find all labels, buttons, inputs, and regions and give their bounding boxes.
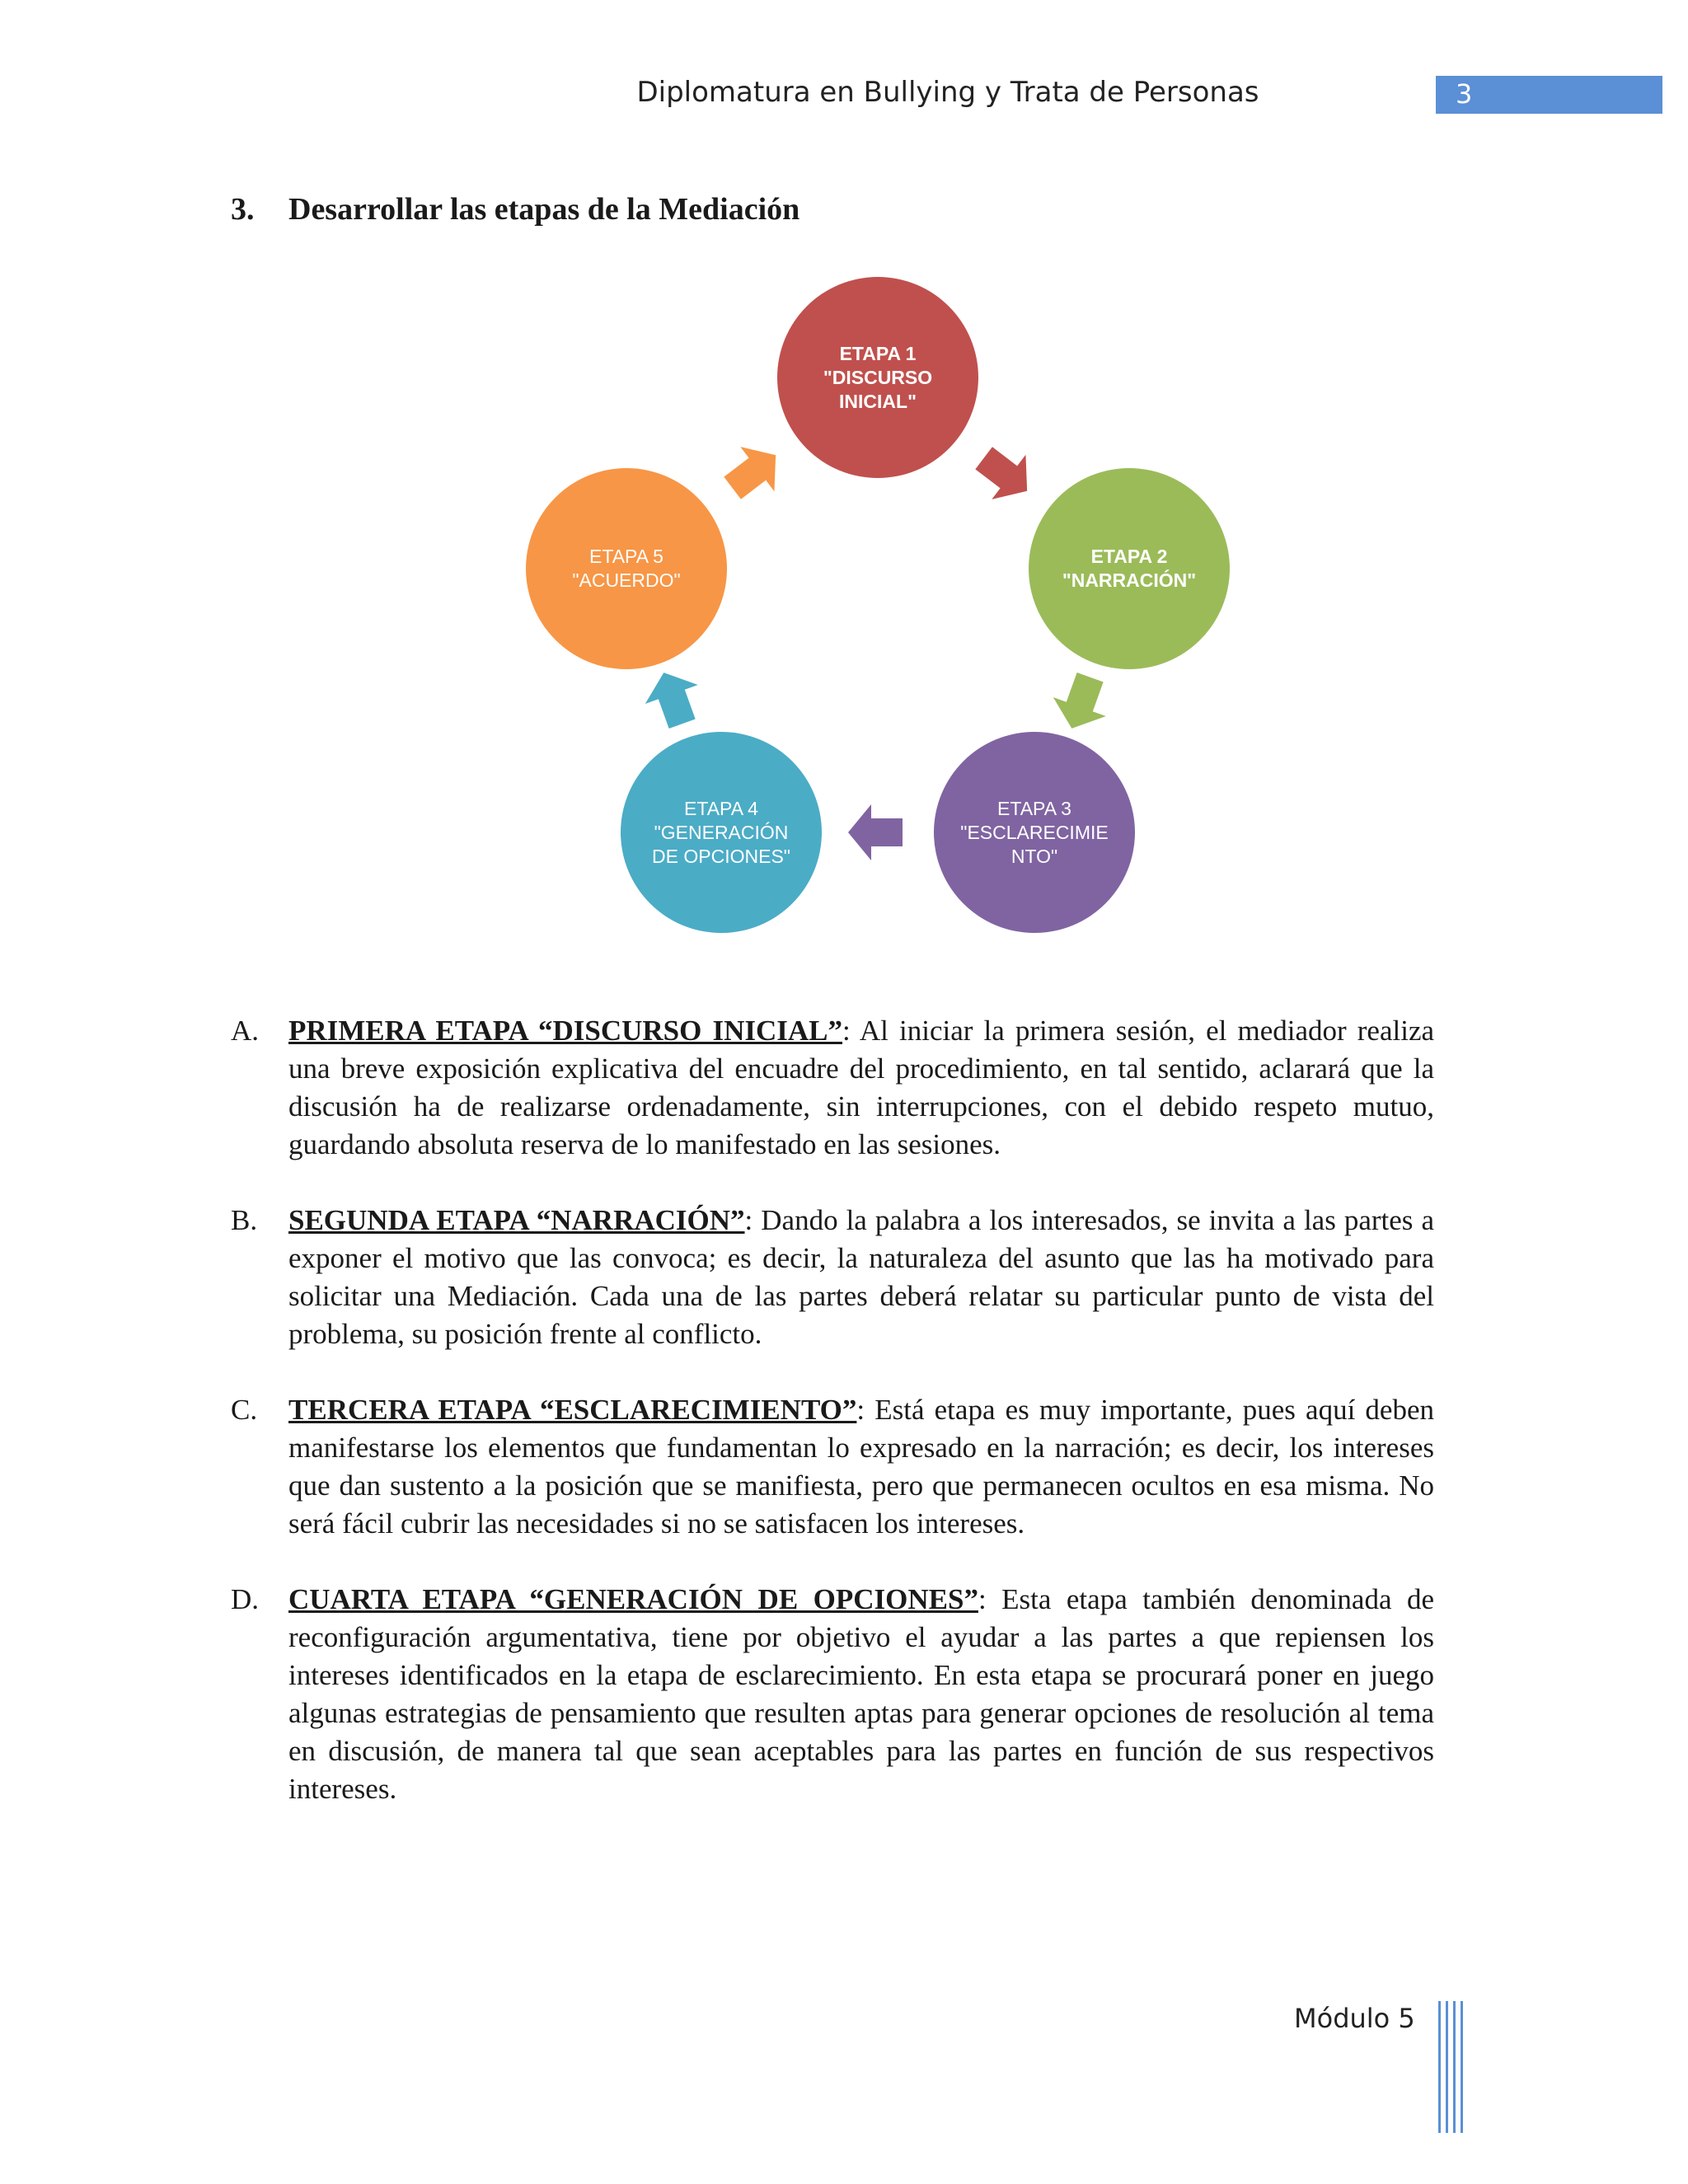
stage-2-circle — [1029, 468, 1230, 669]
page-number-badge: 3 — [1436, 76, 1662, 114]
stage-description-item — [231, 1202, 1434, 1353]
stage-4-circle — [621, 732, 822, 933]
section-title: Desarrollar las etapas de la Mediación — [288, 192, 800, 227]
stage-1-label-line: "DISCURSO — [823, 366, 933, 388]
item-letter: D. — [231, 1583, 260, 1615]
item-text: : Esta etapa también denominada de reconfiguración argumentativa, tiene por objetivo el ayudar a las partes a que repiensen los intereses identificados en la etapa de esclarecimiento. En esta etapa se procurará poner en juego algunas estrategias de pensamiento que resulten aptas para generar opciones de resolución al tema en discusión, de manera tal que sean aceptables para las partes en función de sus respectivos intereses. — [288, 1583, 1434, 1805]
stage-1-circle — [777, 277, 978, 478]
stage-3-label-line: NTO" — [1010, 845, 1058, 867]
stages-list — [231, 1012, 1434, 1846]
arrow-stage-4-to-5 — [637, 663, 708, 733]
stage-5-label-line: ETAPA 5 — [589, 546, 663, 567]
stage-5-label-line: "ACUERDO" — [572, 569, 681, 591]
stage-3-label-line: "ESCLARECIMIE — [960, 821, 1109, 843]
item-title: PRIMERA ETAPA “DISCURSO INICIAL” — [288, 1015, 842, 1047]
item-letter: A. — [231, 1015, 260, 1047]
stage-2-label-line: ETAPA 2 — [1090, 546, 1168, 567]
item-text: : Dando la palabra a los interesados, se invita a las partes a exponer el motivo que las convoca; es decir, la naturaleza del asunto que las ha motivado para solicitar una Mediación. Cada una de las partes deberá relatar su particular punto de vista del problema, su posición frente al conflicto. — [288, 1204, 1434, 1350]
arrow-stage-2-to-3 — [1045, 668, 1116, 738]
item-letter: B. — [231, 1204, 258, 1236]
stage-4-label-line: "GENERACIÓN — [654, 821, 789, 843]
stage-description-item — [231, 1012, 1434, 1164]
section-number: 3. — [231, 192, 255, 227]
arrow-stage-1-to-2 — [967, 436, 1044, 513]
item-letter: C. — [231, 1394, 258, 1426]
stage-2-label-line: "NARRACIÓN" — [1062, 569, 1197, 591]
stage-description-item — [231, 1581, 1434, 1808]
item-title: TERCERA ETAPA “ESCLARECIMIENTO” — [288, 1394, 857, 1426]
arrow-stage-3-to-4 — [848, 804, 903, 860]
item-title: CUARTA ETAPA “GENERACIÓN DE OPCIONES” — [288, 1583, 978, 1615]
item-text: : Al iniciar la primera sesión, el mediador realiza una breve exposición explicativa del encuadre del procedimiento, en tal sentido, aclarará que la discusión ha de realizarse ordenadamente, sin interrupciones, con el debido respeto mutuo, guardando absoluta reserva de lo manifestado en las sesiones. — [288, 1015, 1435, 1160]
mediation-cycle-diagram — [0, 0, 1688, 989]
stage-3-label-line: ETAPA 3 — [997, 797, 1071, 819]
cycle-arrows — [0, 0, 1688, 989]
stage-1-label-line: INICIAL" — [839, 390, 917, 412]
stage-4-label-line: ETAPA 4 — [684, 797, 758, 819]
footer-module-label: Módulo 5 — [1294, 2003, 1415, 2034]
header-title: Diplomatura en Bullying y Trata de Personas — [636, 76, 1259, 109]
stage-4-label-line: DE OPCIONES" — [652, 845, 790, 867]
stage-5-circle — [526, 468, 727, 669]
item-title: SEGUNDA ETAPA “NARRACIÓN” — [288, 1204, 745, 1236]
item-text: : Está etapa es muy importante, pues aquí deben manifestarse los elementos que fundamentan lo expresado en la narración; es decir, los intereses que dan sustento a la posición que se manifiesta, pero que permanecen ocultos en esa misma. No será fácil cubrir las necesidades si no se satisfacen los intereses. — [288, 1394, 1435, 1540]
stage-1-label-line: ETAPA 1 — [839, 342, 917, 364]
stage-3-circle — [934, 732, 1135, 933]
stage-description-item — [231, 1391, 1434, 1543]
arrow-stage-5-to-1 — [715, 433, 793, 510]
